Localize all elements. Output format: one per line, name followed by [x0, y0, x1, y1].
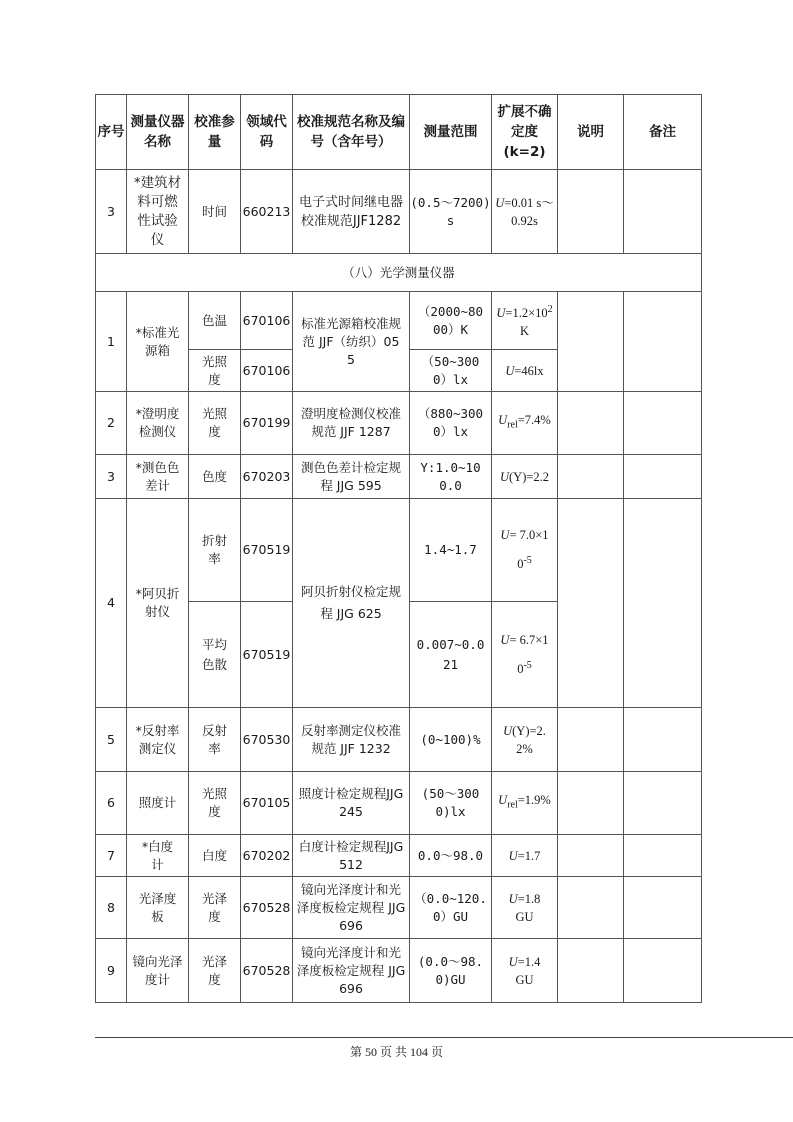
u-unit: K [519, 324, 530, 339]
table-row [96, 392, 702, 455]
cell-uncertainty [492, 170, 558, 254]
cell-range: 0.0～98.0 [410, 835, 492, 877]
u-symbol: U [505, 363, 515, 378]
cell-param: 光泽度 [189, 939, 241, 1003]
header-remark: 备注 [624, 95, 702, 170]
u-value: =0.01 s～ 0.92s [504, 195, 554, 228]
cell-desc [558, 877, 624, 939]
table-header-row [96, 95, 702, 170]
cell-spec: 电子式时间继电器校准规范JJF1282 [293, 170, 410, 254]
cell-uncertainty [492, 939, 558, 1003]
cell-code: 670528 [241, 877, 293, 939]
cell-param: 光照度 [189, 392, 241, 455]
cell-param: 白度 [189, 835, 241, 877]
cell-range: Y:1.0~100.0 [410, 455, 492, 499]
cell-remark [624, 772, 702, 835]
cell-param: 色度 [189, 455, 241, 499]
cell-desc [558, 772, 624, 835]
cell-spec: 照度计检定规程JJG245 [293, 772, 410, 835]
cell-spec: 标准光源箱校准规范 JJF（纺织）055 [293, 292, 410, 392]
cell-no: 7 [96, 835, 127, 877]
cell-code: 670519 [241, 499, 293, 602]
u-value: = 6.7×10 [509, 632, 549, 677]
u-value: =46lx [514, 363, 544, 378]
table-row [96, 835, 702, 877]
cell-instrument: *白度计 [127, 835, 189, 877]
cell-instrument: *阿贝折射仪 [127, 499, 189, 708]
cell-uncertainty [492, 499, 558, 602]
cell-desc [558, 292, 624, 392]
cell-remark [624, 392, 702, 455]
cell-range: （0.0~120.0）GU [410, 877, 492, 939]
header-param: 校准参量 [189, 95, 241, 170]
section-row [96, 254, 702, 292]
u-symbol: U [508, 891, 518, 906]
cell-uncertainty [492, 708, 558, 772]
cell-range: (0.0～98.0)GU [410, 939, 492, 1003]
header-range: 测量范围 [410, 95, 492, 170]
u-exponent: 2 [547, 303, 553, 315]
u-value: = 7.0×10 [509, 528, 549, 572]
u-value: =1.9% [517, 793, 551, 808]
header-desc: 说明 [558, 95, 624, 170]
cell-param: 光泽度 [189, 877, 241, 939]
cell-instrument: *澄明度检测仪 [127, 392, 189, 455]
cell-no: 3 [96, 455, 127, 499]
cell-remark [624, 455, 702, 499]
cell-range: （880~3000）lx [410, 392, 492, 455]
u-value: (Y)=2.2% [512, 723, 546, 756]
u-symbol: U [496, 306, 506, 321]
cell-remark [624, 939, 702, 1003]
cell-instrument: 光泽度板 [127, 877, 189, 939]
cell-uncertainty [492, 455, 558, 499]
cell-desc [558, 939, 624, 1003]
table-row [96, 708, 702, 772]
table-row [96, 499, 702, 602]
cell-desc [558, 499, 624, 708]
cell-remark [624, 499, 702, 708]
cell-no: 4 [96, 499, 127, 708]
cell-code: 670106 [241, 292, 293, 350]
cell-instrument: *建筑材料可燃性试验仪 [127, 170, 189, 254]
cell-remark [624, 835, 702, 877]
footer-divider [95, 1037, 793, 1038]
cell-no: 5 [96, 708, 127, 772]
cell-remark [624, 708, 702, 772]
u-symbol: U [499, 469, 509, 484]
cell-uncertainty [492, 292, 558, 350]
table-row [96, 455, 702, 499]
cell-remark [624, 877, 702, 939]
cell-spec: 阿贝折射仪检定规程 JJG 625 [293, 499, 410, 708]
cell-instrument: *标准光源箱 [127, 292, 189, 392]
cell-desc [558, 170, 624, 254]
cell-code: 670530 [241, 708, 293, 772]
cell-desc [558, 455, 624, 499]
cell-range: 0.007~0.021 [410, 602, 492, 708]
cell-code: 670199 [241, 392, 293, 455]
cell-uncertainty [492, 772, 558, 835]
cell-spec: 反射率测定仪校准规范 JJF 1232 [293, 708, 410, 772]
cell-instrument: *反射率测定仪 [127, 708, 189, 772]
cell-desc [558, 835, 624, 877]
table-row [96, 939, 702, 1003]
cell-param: 时间 [189, 170, 241, 254]
u-symbol: U [500, 632, 510, 647]
page-number: 第 50 页 共 104 页 [349, 1045, 443, 1059]
u-value: =7.4% [517, 413, 551, 428]
cell-param: 光照度 [189, 350, 241, 392]
header-no: 序号 [96, 95, 127, 170]
cell-param: 色温 [189, 292, 241, 350]
cell-desc [558, 392, 624, 455]
cell-range: (0~100)% [410, 708, 492, 772]
u-exponent: -5 [523, 659, 532, 671]
table-row [96, 877, 702, 939]
cell-instrument: *测色色差计 [127, 455, 189, 499]
cell-range: （2000~8000）K [410, 292, 492, 350]
cell-no: 8 [96, 877, 127, 939]
header-spec: 校准规范名称及编号（含年号） [293, 95, 410, 170]
cell-remark [624, 170, 702, 254]
cell-param: 光照度 [189, 772, 241, 835]
u-exponent: -5 [523, 555, 532, 567]
cell-param: 平均色散 [189, 602, 241, 708]
cell-uncertainty [492, 835, 558, 877]
u-symbol: U [498, 793, 508, 808]
cell-range: (0.5～7200)s [410, 170, 492, 254]
cell-spec: 测色色差计检定规程 JJG 595 [293, 455, 410, 499]
cell-uncertainty [492, 392, 558, 455]
cell-range: 1.4~1.7 [410, 499, 492, 602]
u-value: =1.8 GU [515, 891, 541, 924]
cell-no: 3 [96, 170, 127, 254]
u-symbol: U [503, 723, 513, 738]
u-value: =1.2×10 [505, 306, 548, 321]
cell-code: 670106 [241, 350, 293, 392]
cell-remark [624, 292, 702, 392]
cell-code: 670203 [241, 455, 293, 499]
header-k: (k=2) [503, 144, 546, 160]
cell-uncertainty [492, 350, 558, 392]
cell-uncertainty [492, 877, 558, 939]
header-uncertainty-label: 扩展不确定度 [497, 104, 552, 140]
u-value: (Y)=2.2 [509, 469, 550, 484]
cell-param: 反射率 [189, 708, 241, 772]
u-value: =1.4 GU [515, 954, 541, 987]
cell-code: 670519 [241, 602, 293, 708]
cell-desc [558, 708, 624, 772]
cell-spec: 澄明度检测仪校准规范 JJF 1287 [293, 392, 410, 455]
header-uncertainty [492, 95, 558, 170]
cell-no: 9 [96, 939, 127, 1003]
cell-code: 670105 [241, 772, 293, 835]
cell-no: 2 [96, 392, 127, 455]
u-subscript: rel [507, 799, 518, 811]
cell-spec: 镜向光泽度计和光泽度板检定规程 JJG696 [293, 877, 410, 939]
cell-code: 670202 [241, 835, 293, 877]
u-symbol: U [498, 413, 508, 428]
u-symbol: U [495, 195, 505, 210]
table-row [96, 292, 702, 350]
cell-instrument: 镜向光泽度计 [127, 939, 189, 1003]
cell-spec: 白度计检定规程JJG512 [293, 835, 410, 877]
u-symbol: U [508, 954, 518, 969]
cell-no: 6 [96, 772, 127, 835]
cell-code: 660213 [241, 170, 293, 254]
cell-no: 1 [96, 292, 127, 392]
header-code: 领域代码 [241, 95, 293, 170]
table-row [96, 772, 702, 835]
calibration-table [95, 94, 702, 1003]
cell-uncertainty [492, 602, 558, 708]
cell-code: 670528 [241, 939, 293, 1003]
u-symbol: U [508, 848, 518, 863]
cell-param: 折射率 [189, 499, 241, 602]
header-instrument: 测量仪器名称 [127, 95, 189, 170]
u-value: =1.7 [517, 848, 541, 863]
cell-spec: 镜向光泽度计和光泽度板检定规程 JJG696 [293, 939, 410, 1003]
u-subscript: rel [507, 419, 518, 431]
table-row [96, 170, 702, 254]
u-symbol: U [500, 528, 510, 543]
cell-instrument: 照度计 [127, 772, 189, 835]
cell-range: (50～3000)lx [410, 772, 492, 835]
cell-range: （50~3000）lx [410, 350, 492, 392]
section-title: （八）光学测量仪器 [96, 254, 702, 292]
